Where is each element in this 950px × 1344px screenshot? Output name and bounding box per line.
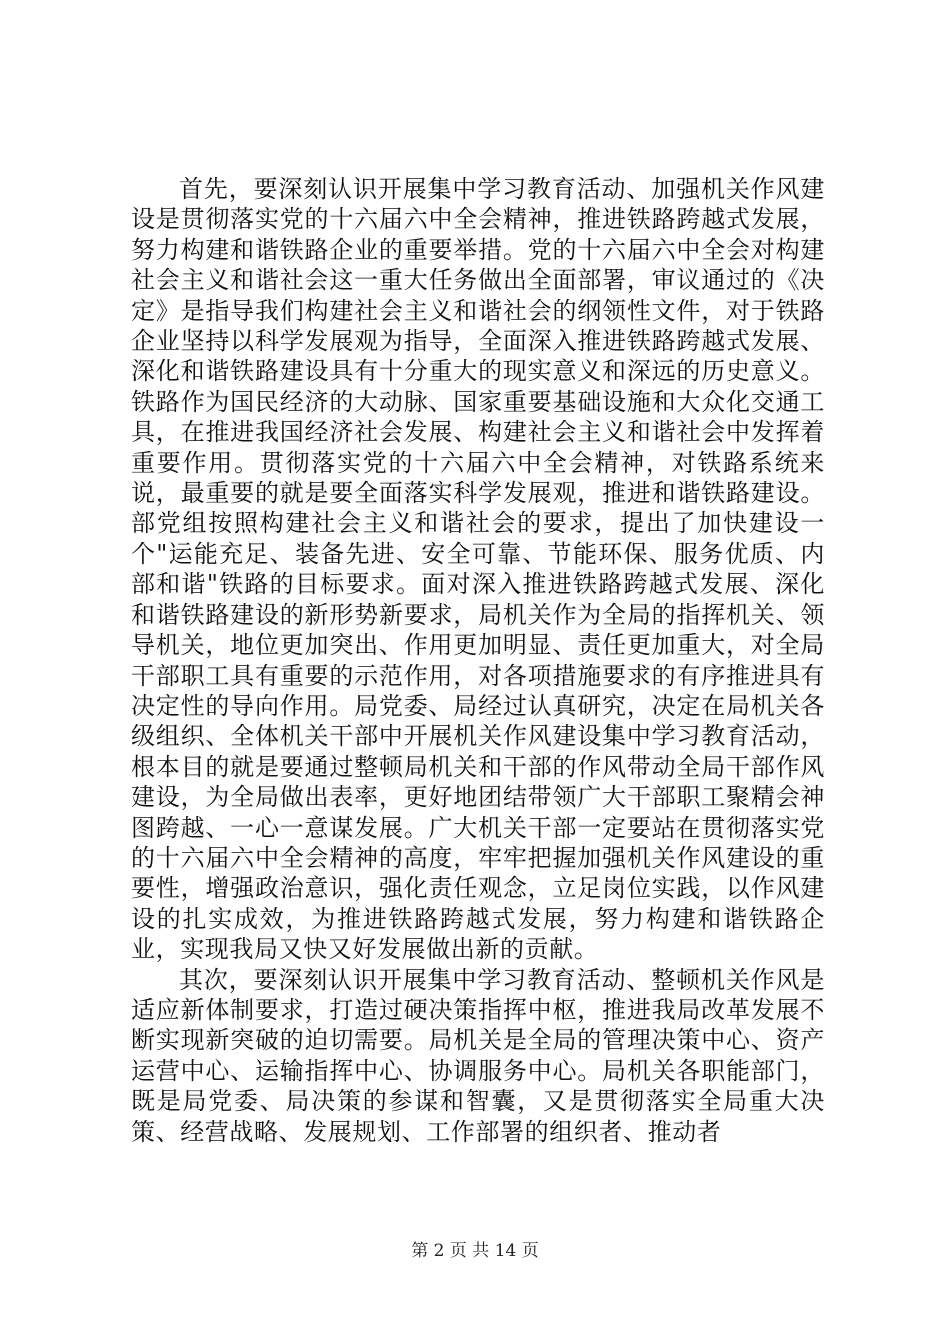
page-number-footer: 第 2 页 共 14 页 bbox=[411, 1241, 539, 1261]
document-body bbox=[131, 174, 825, 1147]
paragraph-2: 其次，要深刻认识开展集中学习教育活动、整顿机关作风是适应新体制要求，打造过硬决策指挥中枢，推进我局改革发展不断实现新突破的迫切需要。局机关是全局的管理决策中心、资产运营中心、运输指挥中心、协调服务中心。局机关各职能部门，既是局党委、局决策的参谋和智囊，又是贯彻落实全局重大决策、经营战略、发展规划、工作部署的组织者、推动者 bbox=[131, 965, 825, 1146]
paragraph-1: 首先，要深刻认识开展集中学习教育活动、加强机关作风建设是贯彻落实党的十六届六中全会精神，推进铁路跨越式发展，努力构建和谐铁路企业的重要举措。党的十六届六中全会对构建社会主义和谐社会这一重大任务做出全面部署，审议通过的《决定》是指导我们构建社会主义和谐社会的纲领性文件，对于铁路企业坚持以科学发展观为指导，全面深入推进铁路跨越式发展、深化和谐铁路建设具有十分重大的现实意义和深远的历史意义。铁路作为国民经济的大动脉、国家重要基础设施和大众化交通工具，在推进我国经济社会发展、构建社会主义和谐社会中发挥着重要作用。贯彻落实党的十六届六中全会精神，对铁路系统来说，最重要的就是要全面落实科学发展观，推进和谐铁路建设。部党组按照构建社会主义和谐社会的要求，提出了加快建设一个"运能充足、装备先进、安全可靠、节能环保、服务优质、内部和谐"铁路的目标要求。面对深入推进铁路跨越式发展、深化和谐铁路建设的新形势新要求，局机关作为全局的指挥机关、领导机关，地位更加突出、作用更加明显、责任更加重大，对全局干部职工具有重要的示范作用，对各项措施要求的有序推进具有决定性的导向作用。局党委、局经过认真研究，决定在局机关各级组织、全体机关干部中开展机关作风建设集中学习教育活动，根本目的就是要通过整顿局机关和干部的作风带动全局干部作风建设，为全局做出表率，更好地团结带领广大干部职工聚精会神图跨越、一心一意谋发展。广大机关干部一定要站在贯彻落实党的十六届六中全会精神的高度，牢牢把握加强机关作风建设的重要性，增强政治意识，强化责任观念，立足岗位实践，以作风建设的扎实成效，为推进铁路跨越式发展，努力构建和谐铁路企业，实现我局又快又好发展做出新的贡献。 bbox=[131, 175, 825, 964]
